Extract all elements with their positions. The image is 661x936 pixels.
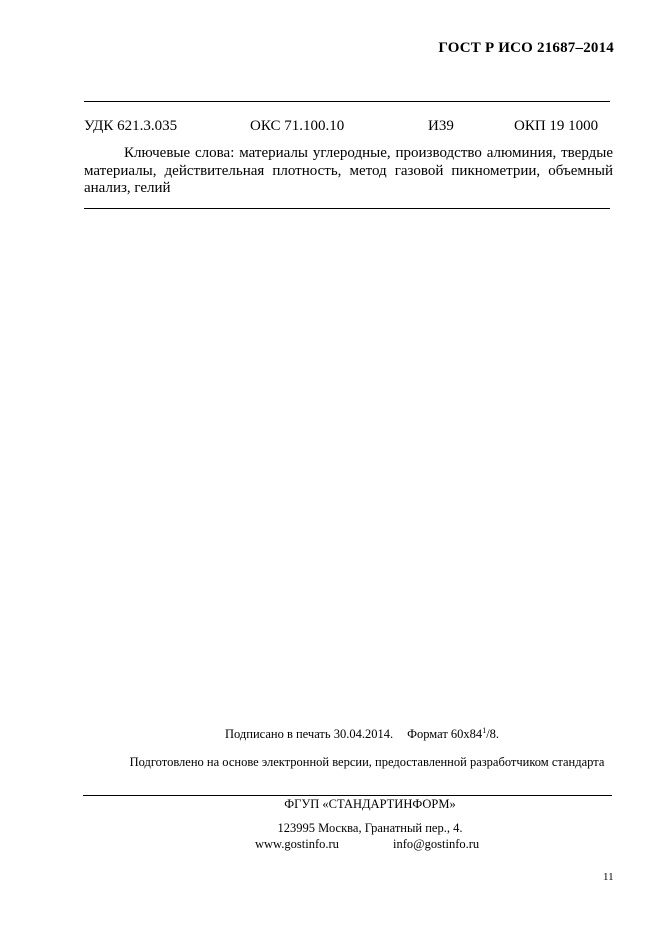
- standard-designation: ГОСТ Р ИСО 21687–2014: [438, 40, 614, 56]
- publisher-address: 123995 Москва, Гранатный пер., 4.: [277, 821, 463, 835]
- publisher-divider: [83, 795, 612, 796]
- imprint-prepared: Подготовлено на основе электронной версии, предоставленной разработчиком стандарта: [129, 755, 605, 769]
- format-prefix: Формат 60х84: [407, 727, 483, 741]
- izd-code: И39: [428, 118, 454, 134]
- keywords-paragraph: Ключевые слова: материалы углеродные, производство алюминия, твердые материалы, действительная плотность, метод газовой пикнометрии, объемный анализ, гелий: [84, 145, 613, 196]
- format-suffix: /8.: [486, 727, 500, 741]
- format-sup: 1: [482, 726, 487, 735]
- publisher-email: info@gostinfo.ru: [393, 837, 480, 851]
- signed-date: Подписано в печать 30.04.2014.: [225, 727, 394, 741]
- publisher-website: www.gostinfo.ru: [255, 837, 339, 851]
- bottom-divider: [84, 208, 610, 209]
- publisher-name: ФГУП «СТАНДАРТИНФОРМ»: [284, 797, 456, 811]
- udk-code: УДК 621.3.035: [84, 118, 178, 134]
- imprint-signed: [225, 727, 499, 742]
- okp-code: ОКП 19 1000: [514, 118, 599, 134]
- top-divider: [84, 101, 610, 102]
- page-number: 11: [603, 871, 614, 883]
- format-info: [407, 727, 499, 741]
- oks-code: ОКС 71.100.10: [250, 118, 345, 134]
